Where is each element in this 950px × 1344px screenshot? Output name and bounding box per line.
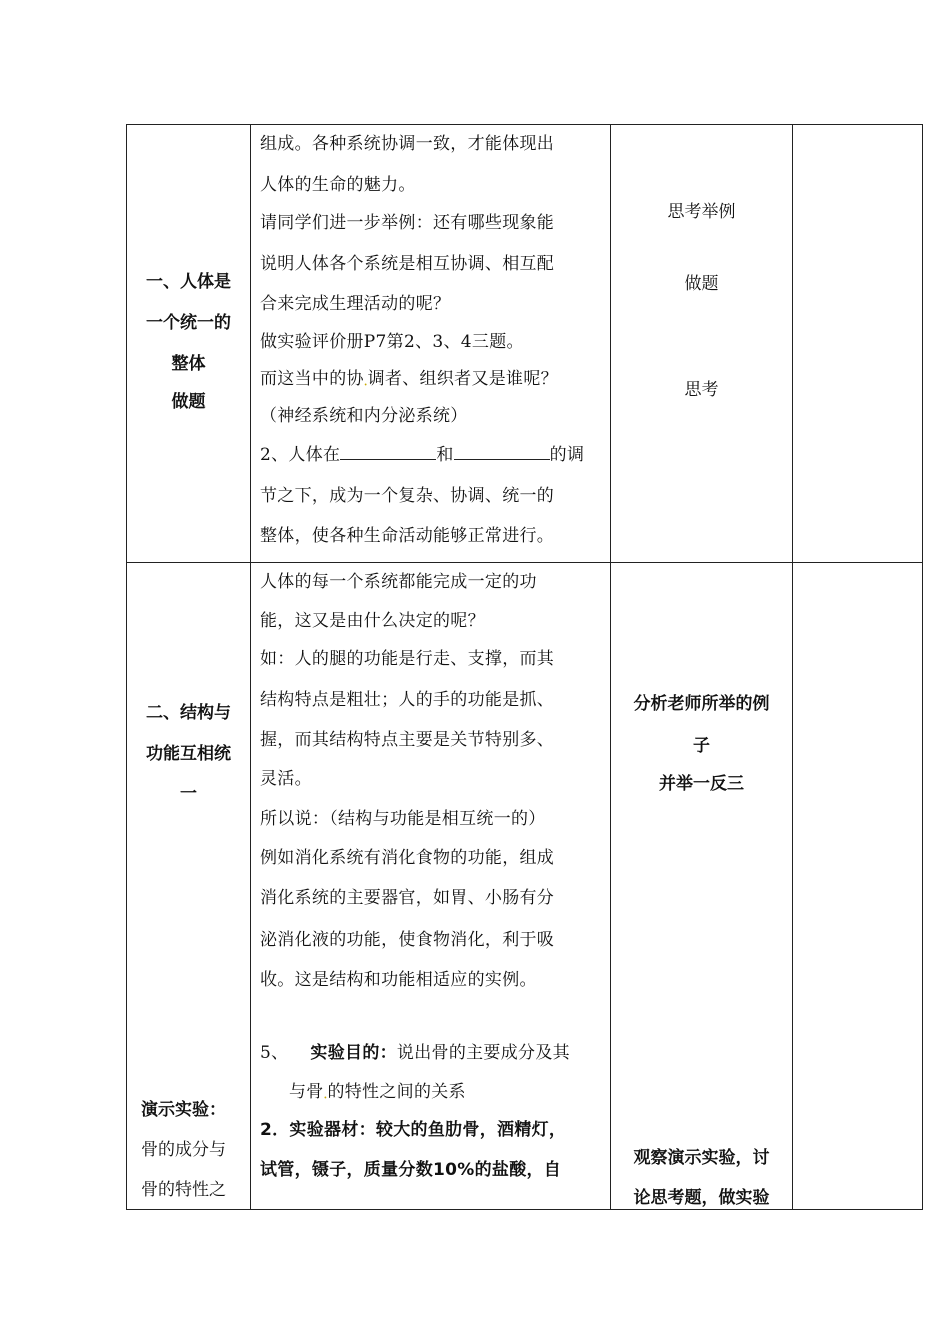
fill-blank-line: 2、人体在 和 的调: [260, 445, 585, 465]
lesson-plan-table: [126, 124, 923, 1210]
student-activity-line: 并举一反三: [659, 774, 744, 795]
student-activity-line: 做题: [684, 274, 719, 294]
content-line: 人体的生命的魅力。: [260, 175, 416, 195]
content-line: 收。这是结构和功能相适应的实例。: [260, 970, 537, 991]
student-activity-line: 思考举例: [667, 202, 736, 222]
student-activity-line: 思考: [684, 380, 719, 400]
table-row: [127, 563, 923, 1210]
content-line: 请同学们进一步举例：还有哪些现象能: [260, 213, 555, 233]
notes-cell: [793, 125, 923, 563]
section-title-line: 功能互相统: [146, 744, 231, 765]
section-title-line: 一: [180, 784, 197, 805]
blank-field[interactable]: [454, 445, 550, 460]
student-activity-line: 子: [693, 736, 710, 757]
content-line: 做实验评价册P7第2、3、4三题。: [260, 332, 524, 352]
content-line: 泌消化液的功能，使食物消化，利于吸: [260, 930, 555, 951]
content-line: 能，这又是由什么决定的呢？: [260, 611, 485, 632]
section-title-line: 整体: [171, 354, 206, 374]
content-line: 试管，镊子，质量分数10%的盐酸，自: [260, 1160, 562, 1181]
content-line: 所以说：（结构与功能是相互统一的）: [260, 809, 546, 830]
section-title-cell: [127, 125, 251, 563]
content-line: 合来完成生理活动的呢？: [260, 294, 451, 314]
marker-dot-icon: •: [323, 1095, 328, 1103]
content-line: 灵活。: [260, 769, 312, 790]
content-line: 结构特点是粗壮；人的手的功能是抓、: [260, 690, 555, 711]
section-title-cell: [127, 563, 251, 1210]
content-line: 握，而其结构特点主要是关节特别多、: [260, 730, 555, 751]
teacher-activity-cell: [251, 563, 611, 1210]
content-line: 2．实验器材：较大的鱼肋骨，酒精灯，: [260, 1120, 567, 1141]
content-line: 组成。各种系统协调一致，才能体现出: [260, 134, 555, 154]
student-activity-cell: [611, 563, 793, 1210]
content-line: 整体，使各种生命活动能够正常进行。: [260, 526, 555, 546]
teacher-activity-cell: [251, 125, 611, 563]
content-line: 节之下，成为一个复杂、协调、统一的: [260, 486, 555, 506]
section-title-line: 一、人体是: [146, 272, 231, 292]
section-title-line: 一个统一的: [146, 313, 231, 333]
section-title-line: 做题: [171, 392, 206, 412]
student-activity-line: 分析老师所举的例: [633, 694, 770, 715]
content-line: （神经系统和内分泌系统）: [260, 406, 468, 426]
content-line: 如：人的腿的功能是行走、支撑，而其: [260, 649, 555, 670]
section-title-line: 二、结构与: [146, 703, 231, 724]
content-line: 5、 实验目的：说出骨的主要成分及其: [260, 1043, 570, 1064]
content-line: 例如消化系统有消化食物的功能，组成: [260, 848, 555, 869]
student-activity-line: 论思考题，做实验: [633, 1188, 770, 1209]
content-line: 而这当中的协•调者、组织者又是谁呢？: [260, 369, 558, 389]
demo-title-line: 演示实验：: [141, 1100, 226, 1121]
student-activity-cell: [611, 125, 793, 563]
demo-title-line: 骨的特性之: [141, 1180, 226, 1201]
content-line: 人体的每一个系统都能完成一定的功: [260, 572, 537, 593]
table-row: [127, 125, 923, 563]
content-line: 与骨•的特性之间的关系: [289, 1082, 466, 1103]
marker-dot-icon: •: [363, 382, 368, 389]
notes-cell: [793, 563, 923, 1210]
content-line: 消化系统的主要器官，如胃、小肠有分: [260, 888, 555, 909]
demo-title-line: 骨的成分与: [141, 1140, 226, 1161]
student-activity-line: 观察演示实验，讨: [633, 1148, 770, 1169]
blank-field[interactable]: [340, 445, 436, 460]
content-line: 说明人体各个系统是相互协调、相互配: [260, 254, 555, 274]
